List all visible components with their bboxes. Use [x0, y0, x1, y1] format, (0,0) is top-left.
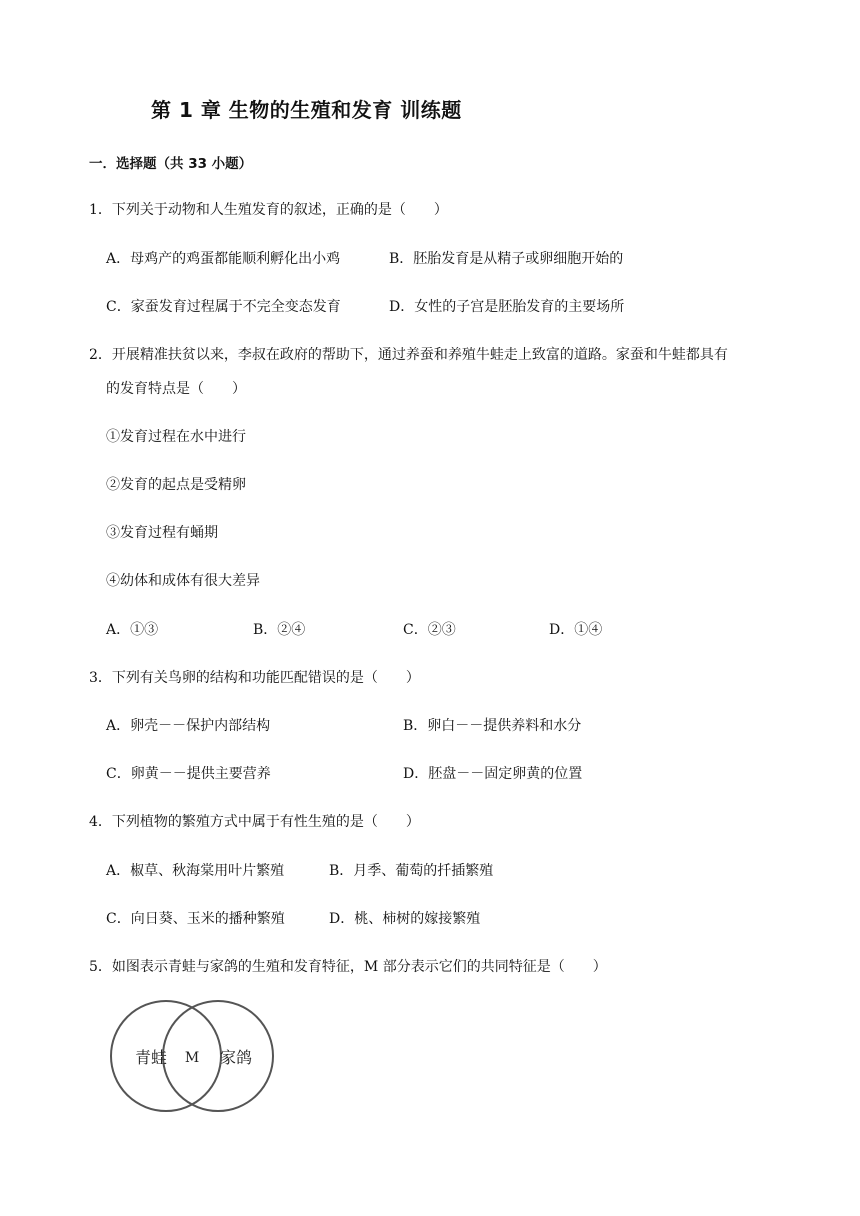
question-4-stem: 4．下列植物的繁殖方式中属于有性生殖的是（ ） [89, 814, 420, 830]
venn-label-frog: 青蛙 [134, 1048, 168, 1067]
question-5-stem: 5．如图表示青蛙与家鸽的生殖和发育特征，M 部分表示它们的共同特征是（ ） [89, 959, 607, 975]
question-3-option-b: B．卵白－－提供养料和水分 [403, 718, 582, 734]
venn-label-pigeon: 家鸽 [219, 1048, 253, 1067]
question-3-option-c: C．卵黄－－提供主要营养 [106, 766, 271, 782]
question-4-option-c: C．向日葵、玉米的播种繁殖 [106, 911, 285, 927]
venn-circle-pigeon [163, 1001, 273, 1111]
question-4-option-d: D．桃、柿树的嫁接繁殖 [329, 911, 481, 927]
question-2-option-b: B．②④ [253, 622, 306, 638]
question-4-option-a: A．椒草、秋海棠用叶片繁殖 [106, 863, 285, 879]
question-2-stem-line-1: 2．开展精准扶贫以来，李叔在政府的帮助下，通过养蚕和养殖牛蛙走上致富的道路。家蚕和牛蛙都具有 [89, 347, 728, 363]
venn-label-m: M [184, 1050, 200, 1066]
question-2-option-a: A．①③ [106, 622, 159, 638]
question-2-option-c: C．②③ [403, 622, 456, 638]
question-2-statement-3: ③发育过程有蛹期 [106, 525, 218, 541]
document-title: 第 1 章 生物的生殖和发育 训练题 [151, 98, 462, 122]
question-2-stem-line-2: 的发育特点是（ ） [106, 381, 246, 397]
question-4-option-b: B．月季、葡萄的扦插繁殖 [329, 863, 494, 879]
question-2-option-d: D．①④ [549, 622, 603, 638]
question-1-option-c: C．家蚕发育过程属于不完全变态发育 [106, 299, 341, 315]
section-heading: 一．选择题（共 33 小题） [89, 156, 253, 172]
question-2-statement-1: ①发育过程在水中进行 [106, 429, 246, 445]
question-1-option-d: D．女性的子宫是胚胎发育的主要场所 [389, 299, 625, 315]
question-1-option-b: B．胚胎发育是从精子或卵细胞开始的 [389, 251, 624, 267]
question-1-option-a: A．母鸡产的鸡蛋都能顺利孵化出小鸡 [106, 251, 341, 267]
question-3-option-d: D．胚盘－－固定卵黄的位置 [403, 766, 583, 782]
question-3-stem: 3．下列有关鸟卵的结构和功能匹配错误的是（ ） [89, 670, 420, 686]
question-2-statement-2: ②发育的起点是受精卵 [106, 477, 246, 493]
question-3-option-a: A．卵壳－－保护内部结构 [106, 718, 271, 734]
question-2-statement-4: ④幼体和成体有很大差异 [106, 573, 260, 589]
venn-diagram [100, 1000, 290, 1115]
question-1-stem: 1．下列关于动物和人生殖发育的叙述，正确的是（ ） [89, 202, 448, 218]
